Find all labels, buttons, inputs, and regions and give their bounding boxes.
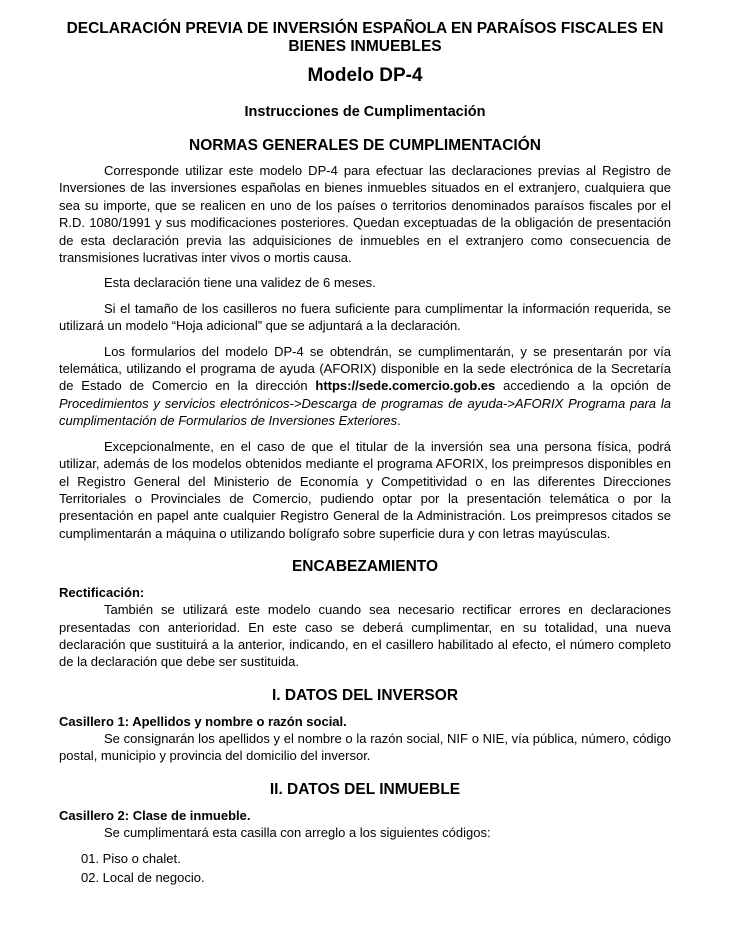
- casillero-1-paragraph: Se consignarán los apellidos y el nombre o la razón social, NIF o NIE, vía pública, número, código postal, municipio y provincia del domicilio del inversor.: [59, 730, 671, 764]
- normas-p4-text-a: Los formularios del modelo DP-4 se obtendrán, se cumplimentarán, y se presentarán por vía telemática, utilizando el programa de ayuda (AFORIX) disponible en la sede electrónica de la Secretaría de Estado de Comercio en la dirección: [59, 343, 671, 394]
- normas-paragraph-1: Corresponde utilizar este modelo DP-4 para efectuar las declaraciones previas al Registro de Inversiones de las inversiones españolas en bienes inmuebles situados en el extranjero, cualquiera que sea su importe, que se realicen en uno de los países o territorios denominados paraísos fiscales por el R.D. 1080/1991 y sus modificaciones posteriores. Quedan exceptuadas de la obligación de presentación de esta declaración previa las adquisiciones de inmuebles en el extranjero como consecuencia de transmisiones lucrativas inter vivos o mortis causa.: [59, 163, 671, 266]
- section-heading-inversor: I. DATOS DEL INVERSOR: [271, 686, 459, 704]
- casillero-2-paragraph: Se cumplimentará esta casilla con arreglo a los siguientes códigos:: [104, 824, 491, 840]
- section-heading-inmueble: II. DATOS DEL INMUEBLE: [269, 780, 461, 798]
- model-title: Modelo DP-4: [307, 65, 423, 86]
- inmueble-codes-list: [81, 849, 671, 887]
- list-item: 01. Piso o chalet.: [81, 850, 181, 866]
- document-title: DECLARACIÓN PREVIA DE INVERSIÓN ESPAÑOLA EN PARAÍSOS FISCALES EN BIENES INMUEBLES: [66, 20, 664, 55]
- aforix-menu-path: Procedimientos y servicios electrónicos->Descarga de programas de ayuda->AFORIX Programa para la cumplimentación de Formularios de Inversiones Exteriores: [59, 395, 671, 429]
- sede-url-link[interactable]: https://sede.comercio.gob.es: [315, 378, 496, 394]
- document-page: [59, 20, 671, 887]
- casillero-1-subheading: Casillero 1: Apellidos y nombre o razón social.: [59, 713, 347, 729]
- normas-paragraph-3: Si el tamaño de los casilleros no fuera suficiente para cumplimentar la información requerida, se utilizará un modelo “Hoja adicional” que se adjuntará a la declaración.: [59, 300, 671, 334]
- normas-p4-text-b: accediendo a la opción de: [495, 378, 671, 394]
- list-item: 02. Local de negocio.: [81, 869, 205, 885]
- section-heading-normas: NORMAS GENERALES DE CUMPLIMENTACIÓN: [189, 137, 541, 154]
- normas-paragraph-5: Excepcionalmente, en el caso de que el titular de la inversión sea una persona física, podrá utilizar, además de los modelos obtenidos mediante el programa AFORIX, los preimpresos disponibles en el Registro General del Ministerio de Economía y Competitividad o en las diferentes Direcciones Territoriales o Provinciales de Comercio, pudiendo optar por la presentación telemática o por la presentación en papel ante cualquier Registro General de la Administración. Los preimpresos citados se cumplimentarán a máquina o utilizando bolígrafo sobre superficie dura y con letras mayúsculas.: [59, 438, 671, 541]
- section-heading-encabezamiento: ENCABEZAMIENTO: [291, 558, 439, 576]
- normas-p4-text-c: .: [397, 413, 401, 429]
- normas-paragraph-4: [59, 343, 671, 430]
- casillero-2-subheading: Casillero 2: Clase de inmueble.: [59, 807, 251, 823]
- rectificacion-subheading: Rectificación:: [59, 585, 145, 601]
- rectificacion-paragraph: También se utilizará este modelo cuando sea necesario rectificar errores en declaraciones presentadas con anterioridad. En este caso se deberá cumplimentar, en su totalidad, una nueva declaración que sustituirá a la anterior, indicando, en el casillero habilitado al efecto, el número completo de la declaración que debe ser sustituida.: [59, 602, 671, 670]
- instructions-subtitle: Instrucciones de Cumplimentación: [244, 104, 486, 120]
- normas-paragraph-2: Esta declaración tiene una validez de 6 meses.: [104, 275, 376, 291]
